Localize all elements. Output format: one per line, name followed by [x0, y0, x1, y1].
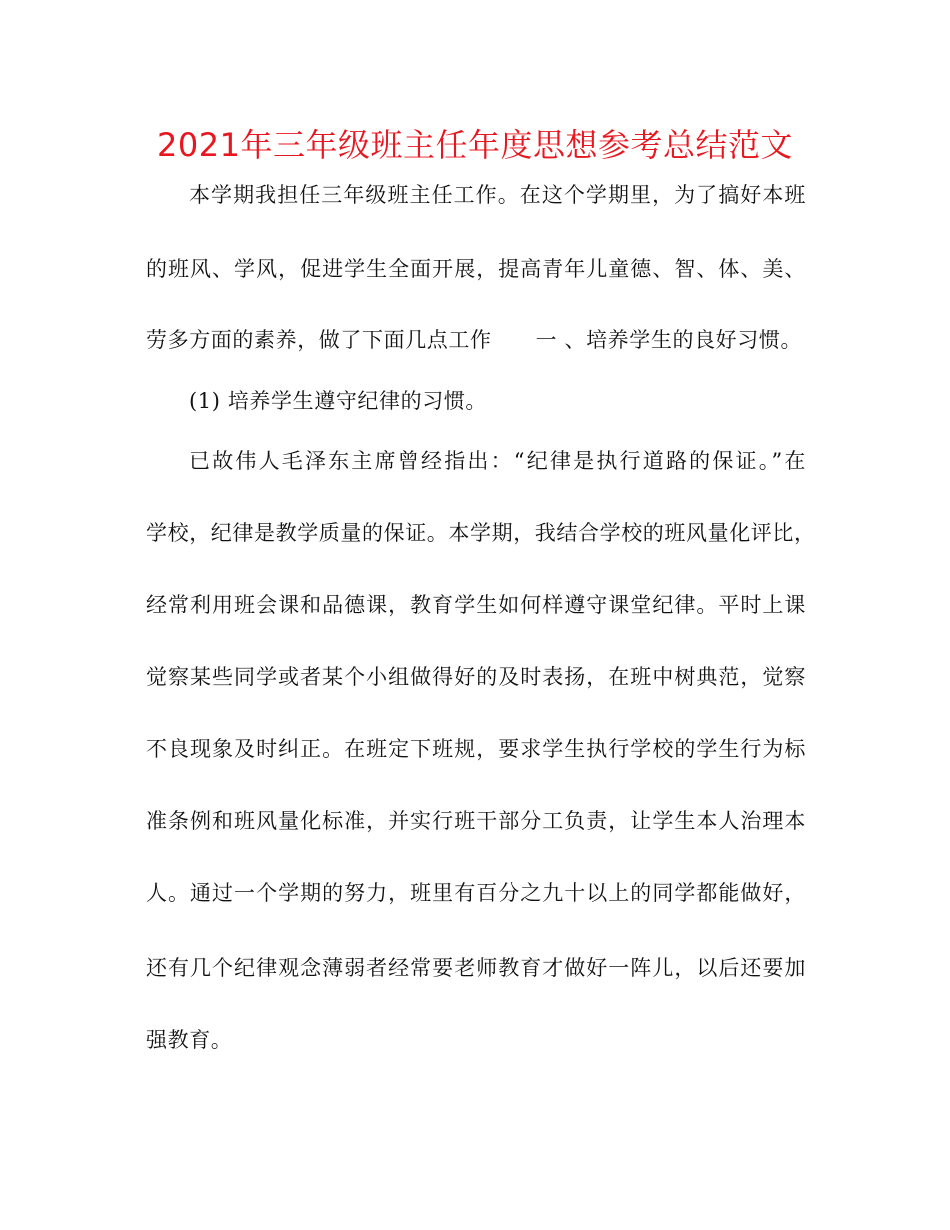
subsection-heading: (1) 培养学生遵守纪律的习惯。 [189, 389, 488, 413]
document-title: 2021年三年级班主任年度思想参考总结范文 [157, 126, 793, 164]
paragraph-line: 准条例和班风量化标准，并实行班干部分工负责，让学生本人治理本 [146, 809, 806, 833]
paragraph-line-combined [146, 325, 806, 355]
paragraph-line: 不良现象及时纠正。在班定下班规，要求学生执行学校的学生行为标 [146, 737, 806, 761]
paragraph-line: 人。通过一个学期的努力，班里有百分之九十以上的同学都能做好， [146, 881, 806, 905]
paragraph-line: 还有几个纪律观念薄弱者经常要老师教育才做好一阵儿，以后还要加 [146, 956, 806, 980]
section-heading: 一 、培养学生的良好习惯。 [535, 328, 803, 352]
paragraph-line: 学校，纪律是教学质量的保证。本学期，我结合学校的班风量化评比， [146, 521, 816, 545]
paragraph-line: 觉察某些同学或者某个小组做得好的及时表扬，在班中树典范，觉察 [146, 665, 806, 689]
paragraph-line: 的班风、学风，促进学生全面开展，提高青年儿童德、智、体、美、 [146, 257, 806, 281]
paragraph-line: 已故伟人毛泽东主席曾经指出：“纪律是执行道路的保证。”在 [189, 449, 806, 473]
paragraph-text: 劳多方面的素养，做了下面几点工作 [146, 328, 492, 352]
paragraph-line: 强教育。 [146, 1028, 233, 1052]
paragraph-line: 本学期我担任三年级班主任工作。在这个学期里，为了搞好本班 [189, 183, 806, 207]
paragraph-line: 经常利用班会课和品德课，教育学生如何样遵守课堂纪律。平时上课 [146, 593, 806, 617]
